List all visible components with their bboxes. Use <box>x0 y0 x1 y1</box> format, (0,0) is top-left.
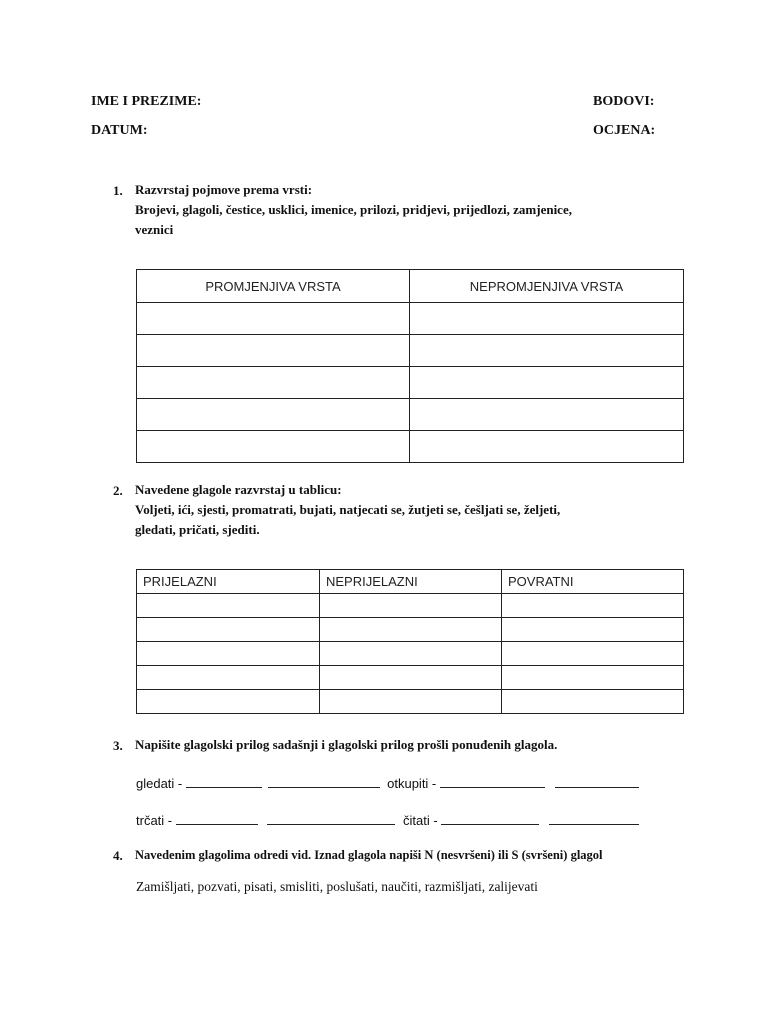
q2-table <box>136 569 684 714</box>
table-cell[interactable] <box>320 666 502 690</box>
q1-header-unchangeable: NEPROMJENJIVA VRSTA <box>410 270 684 303</box>
answer-blank[interactable] <box>267 812 395 825</box>
table-cell[interactable] <box>137 431 410 463</box>
table-cell[interactable] <box>320 618 502 642</box>
table-row <box>137 666 684 690</box>
q2-number: 2. <box>113 483 123 498</box>
q1-number: 1. <box>113 183 123 198</box>
grade-label: OCJENA: <box>593 123 656 138</box>
table-cell[interactable] <box>410 431 684 463</box>
table-cell[interactable] <box>502 690 684 714</box>
table-cell[interactable] <box>410 367 684 399</box>
name-label: IME I PREZIME: <box>91 94 202 109</box>
table-row <box>137 594 684 618</box>
table-cell[interactable] <box>137 666 320 690</box>
table-row <box>137 690 684 714</box>
table-cell[interactable] <box>137 594 320 618</box>
q3-line-2 <box>136 812 639 828</box>
table-cell[interactable] <box>137 690 320 714</box>
table-cell[interactable] <box>502 666 684 690</box>
table-cell[interactable] <box>137 618 320 642</box>
date-label: DATUM: <box>91 123 148 138</box>
table-row <box>137 335 684 367</box>
q4-number: 4. <box>113 848 123 863</box>
table-row <box>137 303 684 335</box>
table-row <box>137 367 684 399</box>
table-cell[interactable] <box>410 335 684 367</box>
table-cell[interactable] <box>137 335 410 367</box>
answer-blank[interactable] <box>555 775 639 788</box>
table-row <box>137 431 684 463</box>
q2-verbs-line2: gledati, pričati, sjediti. <box>135 522 260 537</box>
table-cell[interactable] <box>320 690 502 714</box>
table-cell[interactable] <box>502 642 684 666</box>
q1-table <box>136 269 684 463</box>
answer-blank[interactable] <box>176 812 258 825</box>
q3-line-1 <box>136 775 639 791</box>
q2-header-transitive: PRIJELAZNI <box>137 570 320 594</box>
table-cell[interactable] <box>410 303 684 335</box>
q1-text <box>135 180 572 240</box>
table-row <box>137 618 684 642</box>
points-label: BODOVI: <box>593 94 655 109</box>
q2-header-reflexive: POVRATNI <box>502 570 684 594</box>
answer-blank[interactable] <box>441 812 539 825</box>
table-cell[interactable] <box>137 399 410 431</box>
q2-header-intransitive: NEPRIJELAZNI <box>320 570 502 594</box>
q3-number: 3. <box>113 738 123 753</box>
q3-verb-gledati: gledati - <box>136 776 183 791</box>
table-cell[interactable] <box>502 618 684 642</box>
q3-text: Napišite glagolski prilog sadašnji i glagolski prilog prošli ponuđenih glagola. <box>135 737 558 752</box>
table-cell[interactable] <box>137 642 320 666</box>
q1-terms-line1: Brojevi, glagoli, čestice, usklici, imenice, prilozi, pridjevi, prijedlozi, zamjenice, <box>135 202 572 217</box>
answer-blank[interactable] <box>268 775 380 788</box>
q4-text: Navedenim glagolima odredi vid. Iznad glagola napiši N (nesvršeni) ili S (svršeni) glagol <box>135 848 603 862</box>
q3-verb-otkupiti: otkupiti - <box>387 776 437 791</box>
q3-verb-citati: čitati - <box>403 813 438 828</box>
q4-verbs: Zamišljati, pozvati, pisati, smisliti, poslušati, naučiti, razmišljati, zalijevati <box>136 879 538 894</box>
table-cell[interactable] <box>137 303 410 335</box>
q1-header-changeable: PROMJENJIVA VRSTA <box>137 270 410 303</box>
table-cell[interactable] <box>137 367 410 399</box>
q3-verb-trcati: trčati - <box>136 813 173 828</box>
table-cell[interactable] <box>320 594 502 618</box>
q2-text <box>135 480 560 540</box>
table-row <box>137 399 684 431</box>
table-cell[interactable] <box>502 594 684 618</box>
table-cell[interactable] <box>320 642 502 666</box>
q1-instruction: Razvrstaj pojmove prema vrsti: <box>135 182 313 197</box>
table-row <box>137 642 684 666</box>
q2-instruction: Navedene glagole razvrstaj u tablicu: <box>135 482 342 497</box>
q1-terms-line2: veznici <box>135 222 174 237</box>
answer-blank[interactable] <box>186 775 262 788</box>
answer-blank[interactable] <box>549 812 639 825</box>
answer-blank[interactable] <box>440 775 545 788</box>
q2-verbs-line1: Voljeti, ići, sjesti, promatrati, bujati, natjecati se, žutjeti se, češljati se, željeti, <box>135 502 561 517</box>
table-cell[interactable] <box>410 399 684 431</box>
